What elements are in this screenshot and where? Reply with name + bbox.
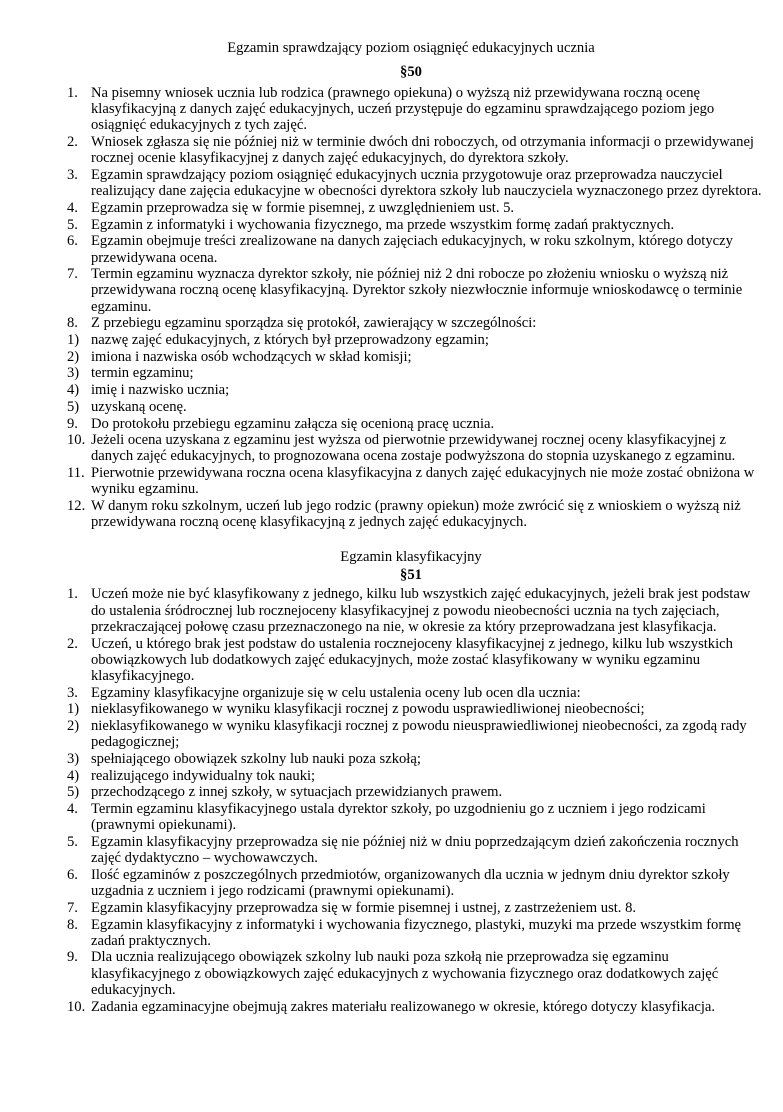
list-item xyxy=(67,900,763,916)
item-text: termin egzaminu; xyxy=(91,365,194,382)
item-number: 5) xyxy=(67,784,80,801)
list-item xyxy=(67,867,763,899)
item-text: Zadania egzaminacyjne obejmują zakres materiału realizowanego w okresie, którego dotyczy klasyfikacja. xyxy=(91,998,716,1015)
item-number: 3) xyxy=(67,751,80,768)
item-text: nieklasyfikowanego w wyniku klasyfikacji rocznej z powodu nieusprawiedliwionej nieobecności, za zgodą rady pedagogicznej; xyxy=(91,718,747,751)
item-text: nazwę zajęć edukacyjnych, z których był przeprowadzony egzamin; xyxy=(91,332,489,349)
list-item xyxy=(67,685,763,701)
item-number: 6. xyxy=(67,233,78,250)
list-item xyxy=(67,416,763,432)
item-number: 6. xyxy=(67,866,78,883)
list-item xyxy=(67,636,763,685)
list-item xyxy=(67,134,763,166)
section-title: Egzamin sprawdzający poziom osiągnięć edukacyjnych ucznia xyxy=(227,40,595,56)
list-item xyxy=(67,200,763,216)
list-item xyxy=(67,315,763,331)
item-text: Egzamin sprawdzający poziom osiągnięć edukacyjnych ucznia przygotowuje oraz przeprowadza nauczyciel realizujący dane zajęcia edukacyjne w obecności dyrektora szkoły lub nauczyciela wyznaczonego przez dyrektora. xyxy=(91,167,762,200)
list-item xyxy=(67,85,763,134)
sub-list-item xyxy=(67,701,763,717)
item-text: nieklasyfikowanego w wyniku klasyfikacji rocznej z powodu usprawiedliwionej nieobecności; xyxy=(91,701,645,718)
item-number: 3. xyxy=(67,167,78,184)
item-text: spełniającego obowiązek szkolny lub nauki poza szkołą; xyxy=(91,751,421,768)
item-number: 10. xyxy=(67,432,86,449)
item-number: 5. xyxy=(67,834,78,851)
item-number: 2. xyxy=(67,134,78,151)
item-text: Egzamin klasyfikacyjny przeprowadza się nie później niż w dniu poprzedzającym dzień zakończenia rocznych zajęć dydaktyczno – wychowawczych. xyxy=(91,834,739,867)
section-egzamin-klasyfikacyjny xyxy=(67,548,763,1014)
list-item xyxy=(67,266,763,315)
item-text: Wniosek zgłasza się nie później niż w terminie dwóch dni roboczych, od otrzymania informacji o przewidywanej rocznej ocenie klasyfikacyjnej z danych zajęć edukacyjnych, do dyrektora szkoły. xyxy=(91,134,754,167)
item-number: 2. xyxy=(67,635,78,652)
item-text: Egzamin klasyfikacyjny przeprowadza się w formie pisemnej i ustnej, z zastrzeżeniem ust. 8. xyxy=(91,899,637,916)
sub-list-item xyxy=(67,718,763,750)
item-number: 8. xyxy=(67,916,78,933)
item-text: Dla ucznia realizującego obowiązek szkolny lub nauki poza szkołą nie przeprowadza się egzaminu klasyfikacyjnego z obowiązkowych zajęć edukacyjnych z wychowania fizycznego oraz dodatkowych zajęć edukacyjnych. xyxy=(91,949,719,998)
item-text: Z przebiegu egzaminu sporządza się protokół, zawierający w szczególności: xyxy=(91,315,537,332)
item-text: Termin egzaminu wyznacza dyrektor szkoły, nie później niż 2 dni robocze po złożeniu wniosku o wyższą niż przewidywana roczną ocenę klasyfikacyjną. Dyrektor szkoły niezwłocznie informuje wnioskodawcę o terminie egzaminu. xyxy=(91,266,743,315)
item-text: Ilość egzaminów z poszczególnych przedmiotów, organizowanych dla ucznia w jednym dniu dyrektor szkoły uzgadnia z uczniem i jego rodzicami (prawnymi opiekunami). xyxy=(91,866,730,900)
item-text: Uczeń, u którego brak jest podstaw do ustalenia rocznejoceny klasyfikacyjnej z jednego, kilku lub wszystkich obowiązkowych lub dodatkowych zajęć edukacyjnych, może zostać klasyfikowany w wyniku egzaminu klasyfikacyjnego. xyxy=(91,635,733,684)
item-number: 8. xyxy=(67,315,78,332)
paragraph-number: §51 xyxy=(400,567,422,584)
sub-list-item xyxy=(67,382,763,398)
item-text: Egzamin z informatyki i wychowania fizycznego, ma przede wszystkim formę zadań praktycznych. xyxy=(91,216,675,233)
item-text: Na pisemny wniosek ucznia lub rodzica (prawnego opiekuna) o wyższą niż przewidywana roczną ocenę klasyfikacyjną z danych zajęć edukacyjnych, uczeń przystępuje do egzaminu sprawdzającego poziom jego osiągnięć edukacyjnych z tych zajęć. xyxy=(91,85,715,134)
item-number: 4) xyxy=(67,382,80,399)
item-number: 2) xyxy=(67,718,80,735)
item-text: Pierwotnie przewidywana roczna ocena klasyfikacyjna z danych zajęć edukacyjnych nie może zostać obniżona w wyniku egzaminu. xyxy=(91,465,755,498)
item-number: 9. xyxy=(67,949,78,966)
section-title: Egzamin klasyfikacyjny xyxy=(340,549,482,566)
paragraph-number: §50 xyxy=(400,64,422,80)
item-text: Egzamin przeprowadza się w formie pisemnej, z uwzględnieniem ust. 5. xyxy=(91,199,515,216)
list-item xyxy=(67,999,763,1015)
list-item xyxy=(67,217,763,233)
item-number: 4) xyxy=(67,767,80,784)
item-number: 7. xyxy=(67,899,78,916)
sub-list-item xyxy=(67,399,763,415)
list-item xyxy=(67,586,763,635)
section-egzamin-sprawdzajacy xyxy=(67,39,763,530)
item-text: Termin egzaminu klasyfikacyjnego ustala dyrektor szkoły, po uzgodnieniu go z uczniem i jego rodzicami (prawnymi opiekunami). xyxy=(91,801,706,834)
sub-list-item xyxy=(67,751,763,767)
item-number: 2) xyxy=(67,348,80,365)
sub-list-item xyxy=(67,349,763,365)
provision-list xyxy=(67,85,763,530)
sub-list-item xyxy=(67,332,763,348)
sub-list-item xyxy=(67,365,763,381)
provision-list xyxy=(67,586,763,1014)
item-number: 9. xyxy=(67,415,78,432)
list-item xyxy=(67,233,763,265)
item-text: przechodzącego z innej szkoły, w sytuacjach przewidzianych prawem. xyxy=(91,784,503,801)
sub-list-item xyxy=(67,784,763,800)
item-number: 1) xyxy=(67,701,80,718)
item-number: 1) xyxy=(67,332,80,349)
item-number: 1. xyxy=(67,85,78,101)
list-item xyxy=(67,167,763,199)
item-text: W danym roku szkolnym, uczeń lub jego rodzic (prawny opiekun) może zwrócić się z wnioskiem o wyższą niż przewidywana roczną ocenę klasyfikacyjną z jednych zajęć edukacyjnych. xyxy=(91,498,741,531)
item-number: 4. xyxy=(67,199,78,216)
item-text: Egzamin klasyfikacyjny z informatyki i wychowania fizycznego, plastyki, muzyki ma przede wszystkim formę zadań praktycznych. xyxy=(91,916,742,949)
item-number: 11. xyxy=(67,465,85,482)
list-item xyxy=(67,834,763,866)
item-number: 10. xyxy=(67,998,86,1015)
list-item xyxy=(67,432,763,464)
item-text: Egzaminy klasyfikacyjne organizuje się w celu ustalenia oceny lub ocen dla ucznia: xyxy=(91,684,581,701)
item-text: Uczeń może nie być klasyfikowany z jednego, kilku lub wszystkich zajęć edukacyjnych, jeżeli brak jest podstaw do ustalenia śródrocznej lub rocznejoceny klasyfikacyjnej z powodu nieobecności ucznia na tych zajęciach, przekraczającej połowę czasu przeznaczonego na nie, w okresie za który przeprowadzana jest klasyfikacja. xyxy=(91,586,751,635)
item-number: 5. xyxy=(67,216,78,233)
item-text: imię i nazwisko ucznia; xyxy=(91,382,230,399)
list-item xyxy=(67,917,763,949)
item-text: realizującego indywidualny tok nauki; xyxy=(91,767,316,784)
item-text: Jeżeli ocena uzyskana z egzaminu jest wyższa od pierwotnie przewidywanej rocznej oceny klasyfikacyjnej z danych zajęć edukacyjnych, to prognozowana ocena zostaje podwyższona do stopnia uzyskanego z egzaminu. xyxy=(91,432,736,465)
list-item xyxy=(67,465,763,497)
list-item xyxy=(67,801,763,833)
item-text: uzyskaną ocenę. xyxy=(91,398,187,415)
item-text: Egzamin obejmuje treści zrealizowane na danych zajęciach edukacyjnych, w roku szkolnym, którego dotyczy przewidywana ocena. xyxy=(91,233,733,266)
list-item xyxy=(67,949,763,998)
item-text: imiona i nazwiska osób wchodzących w skład komisji; xyxy=(91,348,412,365)
item-text: Do protokołu przebiegu egzaminu załącza się ocenioną pracę ucznia. xyxy=(91,415,495,432)
list-item xyxy=(67,498,763,530)
item-number: 1. xyxy=(67,586,78,603)
item-number: 3. xyxy=(67,684,78,701)
item-number: 4. xyxy=(67,801,78,818)
item-number: 5) xyxy=(67,398,80,415)
item-number: 7. xyxy=(67,266,78,283)
sub-list-item xyxy=(67,768,763,784)
item-number: 3) xyxy=(67,365,80,382)
item-number: 12. xyxy=(67,498,86,515)
